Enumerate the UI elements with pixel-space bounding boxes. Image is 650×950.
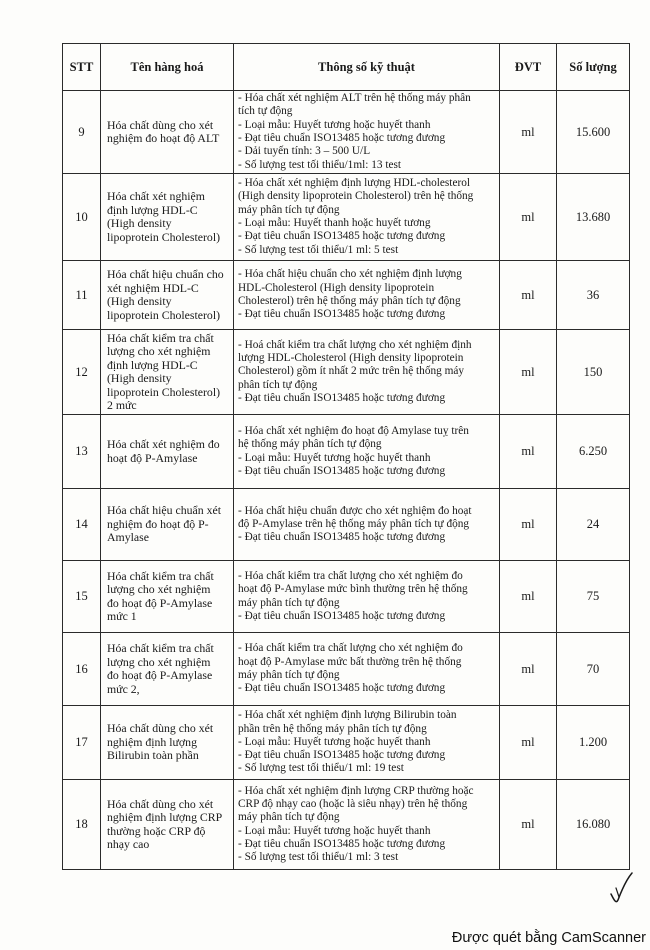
spec-line: - Đạt tiêu chuẩn ISO13485 hoặc tương đương xyxy=(238,609,446,622)
spec-line: - Đạt tiêu chuẩn ISO13485 hoặc tương đương xyxy=(238,230,446,243)
spec-line: - Hóa chất xét nghiệm định lượng HDL-cholesterol xyxy=(238,177,471,190)
product-name-line: Hóa chất xét nghiệm đo xyxy=(107,437,220,451)
product-name-line: Hóa chất hiệu chuẩn xét xyxy=(107,503,221,518)
table-row xyxy=(63,780,630,870)
product-name-line: Hóa chất xét nghiệm xyxy=(107,189,205,203)
row-stt: 16 xyxy=(63,633,101,706)
spec-line: - Đạt tiêu chuẩn ISO13485 hoặc tương đương xyxy=(238,682,446,695)
table-header-row xyxy=(63,44,630,91)
spec-line: - Số lượng test tối thiểu/1ml: 13 test xyxy=(238,158,402,171)
spec-line: - Loại mẫu: Huyết tương hoặc huyết thanh xyxy=(238,824,431,837)
spec-line: - Đạt tiêu chuẩn ISO13485 hoặc tương đương xyxy=(238,837,446,850)
table-row xyxy=(63,415,630,489)
row-specification xyxy=(234,633,500,706)
row-stt: 14 xyxy=(63,489,101,561)
product-name-line: Hóa chất dùng cho xét xyxy=(107,721,214,736)
product-name-line: lượng cho xét nghiệm xyxy=(107,344,211,358)
spec-line: - Đạt tiêu chuẩn ISO13485 hoặc tương đương xyxy=(238,749,446,762)
header-unit: ĐVT xyxy=(500,44,557,91)
row-stt: 9 xyxy=(63,91,101,174)
product-name-line: lipoprotein Cholesterol) xyxy=(107,384,221,399)
row-specification xyxy=(234,91,500,174)
spec-line: máy phân tích tự động xyxy=(238,811,340,824)
product-name-line: lipoprotein Cholesterol) xyxy=(107,229,221,244)
table-row xyxy=(63,489,630,561)
product-name-line: mức 2, xyxy=(107,681,140,696)
row-unit: ml xyxy=(500,561,557,633)
signature-mark xyxy=(607,870,637,910)
row-quantity: 36 xyxy=(557,261,630,330)
spec-line: - Loại mẫu: Huyết tương hoặc huyết thanh xyxy=(238,735,431,748)
table-row xyxy=(63,261,630,330)
product-name-line: đo hoạt độ P-Amylase xyxy=(107,668,213,682)
row-product-name xyxy=(101,91,234,174)
row-unit: ml xyxy=(500,91,557,174)
product-name-line: định lượng HDL-C xyxy=(107,202,198,217)
product-name-line: Amylase xyxy=(107,530,149,545)
spec-line: - Số lượng test tối thiểu/1 ml: 5 test xyxy=(238,243,399,256)
product-name-line: Hóa chất kiểm tra chất xyxy=(107,330,214,345)
spec-line: - Loại mẫu: Huyết thanh hoặc huyết tương xyxy=(238,217,431,229)
row-unit: ml xyxy=(500,330,557,415)
spec-line: - Loại mẫu: Huyết tương hoặc huyết thanh xyxy=(238,451,431,464)
row-stt: 18 xyxy=(63,780,101,870)
row-stt: 10 xyxy=(63,174,101,261)
product-name-line: (High density xyxy=(107,294,172,308)
spec-line: - Hóa chất hiệu chuẩn được cho xét nghiệm đo hoạt xyxy=(238,504,472,517)
product-name-line: Hóa chất dùng cho xét xyxy=(107,796,214,811)
product-name-line: xét nghiệm HDL-C xyxy=(107,280,199,295)
row-product-name xyxy=(101,561,234,633)
row-unit: ml xyxy=(500,706,557,780)
product-name-line: nghiệm đo hoạt độ P- xyxy=(107,516,209,531)
row-specification xyxy=(234,489,500,561)
spec-line: phân tích tự động xyxy=(238,378,318,391)
spec-line: HDL-Cholesterol (High density lipoprotein xyxy=(238,281,435,294)
spec-line: máy phân tích tự động xyxy=(238,596,340,609)
row-specification xyxy=(234,706,500,780)
spec-line: lượng HDL-Cholesterol (High density lipoprotein xyxy=(238,352,464,365)
product-name-line: định lượng HDL-C xyxy=(107,357,198,372)
spec-line: hoạt độ P-Amylase mức bất thường trên hệ thống xyxy=(238,655,462,668)
row-stt: 12 xyxy=(63,330,101,415)
product-name-line: nghiệm định lượng CRP xyxy=(107,810,223,824)
spec-line: CRP độ nhạy cao (hoặc là siêu nhạy) trên hệ thống xyxy=(238,797,468,810)
row-stt: 15 xyxy=(63,561,101,633)
row-product-name xyxy=(101,780,234,870)
row-unit: ml xyxy=(500,489,557,561)
product-name-line: nghiệm định lượng xyxy=(107,734,197,749)
spec-line: - Hóa chất xét nghiệm ALT trên hệ thống máy phân xyxy=(238,92,471,105)
product-name-line: lipoprotein Cholesterol) xyxy=(107,307,221,322)
row-product-name xyxy=(101,706,234,780)
row-specification xyxy=(234,261,500,330)
row-quantity: 24 xyxy=(557,489,630,561)
spec-line: phần trên hệ thống máy phân tích tự động xyxy=(238,722,427,735)
product-name-line: nhạy cao xyxy=(107,837,150,851)
spec-line: - Hóa chất hiệu chuẩn cho xét nghiệm định lượng xyxy=(238,268,462,281)
spec-line: Cholesterol) gồm ít nhất 2 mức trên hệ thống máy xyxy=(238,365,465,378)
product-name-line: Bilirubin toàn phần xyxy=(107,748,199,763)
product-name-line: Hóa chất hiệu chuẩn cho xyxy=(107,267,224,281)
header-stt: STT xyxy=(63,44,101,91)
spec-line: độ P-Amylase trên hệ thống máy phân tích tự động xyxy=(238,517,470,530)
scanner-watermark: Được quét bằng CamScanner xyxy=(451,930,646,946)
product-name-line: lượng cho xét nghiệm xyxy=(107,582,211,596)
row-unit: ml xyxy=(500,415,557,489)
row-specification xyxy=(234,780,500,870)
row-unit: ml xyxy=(500,174,557,261)
spec-line: - Đạt tiêu chuẩn ISO13485 hoặc tương đương xyxy=(238,464,446,477)
row-product-name xyxy=(101,415,234,489)
product-name-line: lượng cho xét nghiệm xyxy=(107,654,211,669)
spec-line: tích tự động xyxy=(238,105,293,118)
table-row xyxy=(63,330,630,415)
spec-line: - Đạt tiêu chuẩn ISO13485 hoặc tương đương xyxy=(238,531,446,544)
spec-line: - Đạt tiêu chuẩn ISO13485 hoặc tương đương xyxy=(238,308,446,321)
table-row xyxy=(63,91,630,174)
product-name-line: 2 mức xyxy=(107,398,137,412)
row-product-name xyxy=(101,261,234,330)
row-unit: ml xyxy=(500,780,557,870)
table-row xyxy=(63,633,630,706)
table-row xyxy=(63,561,630,633)
row-stt: 11 xyxy=(63,261,101,330)
row-unit: ml xyxy=(500,633,557,706)
spec-line: - Hóa chất kiểm tra chất lượng cho xét nghiệm đo xyxy=(238,642,463,655)
spec-line: - Hóa chất xét nghiệm định lượng Bilirubin toàn xyxy=(238,709,457,722)
spec-line: - Đạt tiêu chuẩn ISO13485 hoặc tương đương xyxy=(238,132,446,144)
row-unit: ml xyxy=(500,261,557,330)
spec-line: - Đạt tiêu chuẩn ISO13485 hoặc tương đương xyxy=(238,391,446,404)
row-product-name xyxy=(101,489,234,561)
product-name-line: Hóa chất kiểm tra chất xyxy=(107,641,214,655)
spec-line: - Hoá chất kiểm tra chất lượng cho xét nghiệm định xyxy=(238,338,472,351)
table-row xyxy=(63,174,630,261)
product-name-line: (High density xyxy=(107,216,172,230)
product-name-line: Hóa chất dùng cho xét xyxy=(107,117,214,132)
row-quantity: 16.080 xyxy=(557,780,630,870)
row-specification xyxy=(234,174,500,261)
product-name-line: thường hoặc CRP độ xyxy=(107,823,206,838)
product-name-line: (High density xyxy=(107,371,172,385)
product-name-line: Hóa chất kiểm tra chất xyxy=(107,568,214,583)
product-name-line: hoạt độ P-Amylase xyxy=(107,450,198,465)
specification-table xyxy=(62,43,630,870)
spec-line: - Số lượng test tối thiểu/1 ml: 19 test xyxy=(238,762,404,775)
row-quantity: 13.680 xyxy=(557,174,630,261)
row-specification xyxy=(234,561,500,633)
header-name: Tên hàng hoá xyxy=(101,44,234,91)
row-quantity: 15.600 xyxy=(557,91,630,174)
spec-line: - Hóa chất kiểm tra chất lượng cho xét nghiệm đo xyxy=(238,569,463,582)
row-product-name xyxy=(101,633,234,706)
product-name-line: mức 1 xyxy=(107,609,137,623)
spec-line: - Dải tuyến tính: 3 – 500 U/L xyxy=(238,145,371,158)
header-qty: Số lượng xyxy=(557,44,630,91)
table-row xyxy=(63,706,630,780)
spec-line: máy phân tích tự động xyxy=(238,203,340,216)
row-quantity: 6.250 xyxy=(557,415,630,489)
spec-line: (High density lipoprotein Cholesterol) trên hệ thống xyxy=(238,190,474,203)
spec-line: hoạt độ P-Amylase mức bình thường trên hệ thống xyxy=(238,583,468,596)
spec-line: - Hóa chất xét nghiệm đo hoạt độ Amylase tuỵ trên xyxy=(238,424,469,437)
spec-line: - Hóa chất xét nghiệm định lượng CRP thường hoặc xyxy=(238,784,474,797)
spec-line: hệ thống máy phân tích tự động xyxy=(238,438,382,451)
spec-line: - Số lượng test tối thiểu/1 ml: 3 test xyxy=(238,851,399,864)
row-specification xyxy=(234,330,500,415)
row-product-name xyxy=(101,330,234,415)
spec-line: Cholesterol) trên hệ thống máy phân tích tự động xyxy=(238,295,461,307)
row-quantity: 70 xyxy=(557,633,630,706)
row-specification xyxy=(234,415,500,489)
row-stt: 17 xyxy=(63,706,101,780)
product-name-line: nghiệm đo hoạt độ ALT xyxy=(107,131,220,145)
row-quantity: 150 xyxy=(557,330,630,415)
row-quantity: 1.200 xyxy=(557,706,630,780)
spec-line: - Loại mẫu: Huyết tương hoặc huyết thanh xyxy=(238,118,431,131)
row-product-name xyxy=(101,174,234,261)
row-stt: 13 xyxy=(63,415,101,489)
header-spec: Thông số kỹ thuật xyxy=(234,44,500,91)
product-name-line: đo hoạt độ P-Amylase xyxy=(107,595,213,610)
row-quantity: 75 xyxy=(557,561,630,633)
spec-line: máy phân tích tự động xyxy=(238,669,340,681)
